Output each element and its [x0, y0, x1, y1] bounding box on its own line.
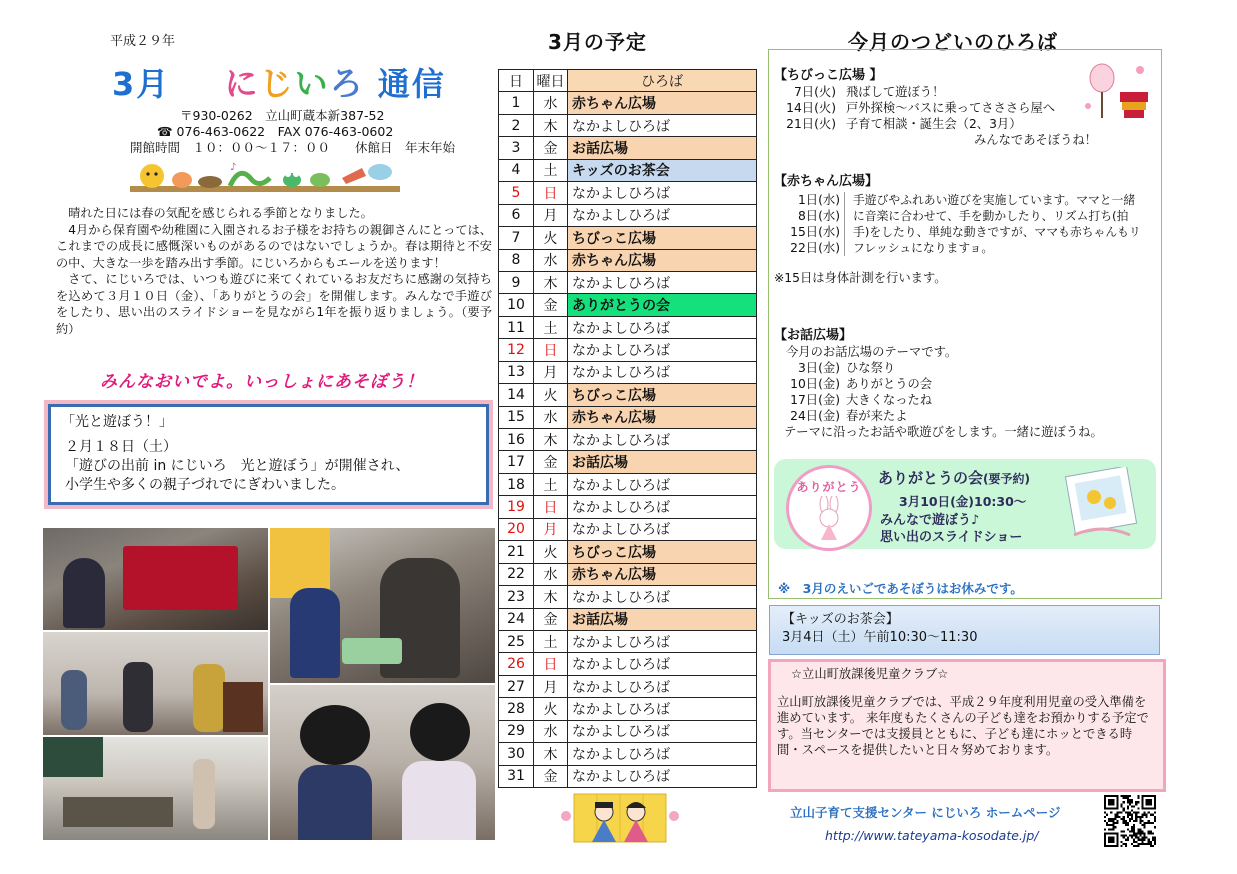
schedule-event: ちびっこ広場 [568, 384, 757, 406]
kids-tea-box [769, 605, 1160, 655]
schedule-weekday: 日 [534, 653, 568, 675]
ohanashi-item [774, 392, 1154, 408]
intro-paragraph-2: 4月から保育園や幼稚園に入園されるお子様をお持ちの親御さんにとっては、これまでの成長に感慨深いものがあるのではないでしょうか。春は期待と不安の中、大きな一歩を踏み出す季節。にじいろからもエールを送ります！ [56, 222, 492, 270]
akachan-heading: 【赤ちゃん広場】 [774, 174, 879, 189]
schedule-row [499, 384, 757, 406]
kids-tea-date: 3月4日（土）午前10:30～11:30 [782, 630, 978, 645]
ohanashi-text: 春が来たよ [846, 409, 908, 423]
intro-text [56, 205, 492, 337]
rabbit-icon [813, 496, 845, 542]
schedule-row [499, 451, 757, 473]
schedule-row [499, 675, 757, 697]
schedule-row [499, 137, 757, 159]
schedule-event: なかよしひろば [568, 361, 757, 383]
arigatou-line-1: みんなで遊ぼう♪ [880, 513, 980, 528]
schedule-event: なかよしひろば [568, 316, 757, 338]
schedule-event: お話広場 [568, 451, 757, 473]
schedule-weekday: 金 [534, 608, 568, 630]
chibikko-item [774, 116, 1154, 132]
opening-hours: 開館時間 １０：００～１７：００ 休館日 年末年始 [130, 140, 456, 155]
hikari-line-1: 「遊びの出前 in にじいろ 光と遊ぼう」が開催され、 [65, 458, 410, 474]
title-letter: に [224, 64, 260, 103]
arigatou-reserve: (要予約) [983, 472, 1030, 486]
arigatou-badge [786, 465, 872, 551]
header-weekday: 曜日 [534, 70, 568, 92]
title-month: 3月 [112, 65, 171, 103]
ohanashi-text: ありがとうの会 [846, 377, 933, 391]
schedule-row [499, 473, 757, 495]
schedule-row [499, 249, 757, 271]
ohanashi-date: 24日(金) [790, 409, 840, 423]
ohanashi-item [774, 376, 1154, 392]
schedule-weekday: 火 [534, 698, 568, 720]
newsletter-title [112, 58, 446, 105]
schedule-weekday: 金 [534, 451, 568, 473]
schedule-day: 20 [499, 518, 534, 540]
title-letter: ろ [329, 64, 365, 103]
schedule-weekday: 金 [534, 137, 568, 159]
schedule-day: 30 [499, 743, 534, 765]
kids-tea-heading: 【キッズのお茶会】 [782, 612, 899, 627]
schedule-row [499, 630, 757, 652]
schedule-event: なかよしひろば [568, 271, 757, 293]
schedule-weekday: 水 [534, 249, 568, 271]
akachan-date: 15日(水) [790, 225, 840, 239]
schedule-weekday: 月 [534, 361, 568, 383]
akachan-note: ※15日は身体計測を行います。 [774, 271, 947, 285]
schedule-day: 10 [499, 294, 534, 316]
schedule-day: 7 [499, 227, 534, 249]
schedule-row [499, 204, 757, 226]
schedule-row [499, 92, 757, 114]
akachan-date: 1日(水) [797, 193, 840, 207]
schedule-day: 13 [499, 361, 534, 383]
schedule-day: 6 [499, 204, 534, 226]
ohanashi-closing: テーマに沿ったお話や歌遊びをします。一緒に遊ぼうね。 [784, 425, 1103, 439]
schedule-day: 1 [499, 92, 534, 114]
schedule-weekday: 水 [534, 92, 568, 114]
schedule-weekday: 金 [534, 765, 568, 787]
ohanashi-item [774, 408, 1154, 424]
schedule-weekday: 土 [534, 473, 568, 495]
schedule-event: なかよしひろば [568, 496, 757, 518]
schedule-event: なかよしひろば [568, 743, 757, 765]
schedule-row [499, 361, 757, 383]
schedule-weekday: 木 [534, 114, 568, 136]
ohanashi-date: 3日(金) [797, 361, 840, 375]
schedule-event: なかよしひろば [568, 429, 757, 451]
schedule-event: なかよしひろば [568, 653, 757, 675]
address-block [100, 108, 480, 156]
schedule-event: ありがとうの会 [568, 294, 757, 316]
arigatou-line-2: 思い出のスライドショー [880, 530, 1023, 545]
schedule-weekday: 水 [534, 720, 568, 742]
hikari-event-box [48, 404, 489, 505]
schedule-day: 29 [499, 720, 534, 742]
schedule-weekday: 水 [534, 563, 568, 585]
schedule-weekday: 日 [534, 182, 568, 204]
homepage-label: 立山子育て支援センター にじいろ ホームページ [790, 805, 1061, 820]
ohanashi-item [774, 360, 1154, 376]
schedule-day: 21 [499, 541, 534, 563]
schedule-row [499, 541, 757, 563]
schedule-row [499, 743, 757, 765]
schedule-event: なかよしひろば [568, 339, 757, 361]
ohanashi-text: ひな祭り [846, 361, 896, 375]
akachan-section [774, 174, 1154, 286]
schedule-weekday: 木 [534, 586, 568, 608]
club-heading: ☆立山町放課後児童クラブ☆ [791, 667, 949, 681]
chibikko-item [774, 84, 1154, 100]
hiroba-title: 今月のつどいのひろば [848, 30, 1058, 54]
schedule-day: 27 [499, 675, 534, 697]
schedule-weekday: 月 [534, 204, 568, 226]
schedule-event: なかよしひろば [568, 698, 757, 720]
postal-address: 〒930-0262 立山町蔵本新387-52 [180, 108, 385, 123]
arigatou-event-banner [774, 459, 1156, 549]
schedule-weekday: 水 [534, 406, 568, 428]
schedule-row [499, 182, 757, 204]
chibikko-closing: みんなであそぼうね！ [974, 133, 1097, 147]
schedule-day: 25 [499, 630, 534, 652]
chibikko-date: 7日(火) [793, 85, 836, 99]
schedule-weekday: 日 [534, 339, 568, 361]
chibikko-heading: 【ちびっこ広場 】 [774, 68, 883, 83]
schedule-event: なかよしひろば [568, 765, 757, 787]
schedule-title: 3月の予定 [548, 30, 647, 54]
after-school-club-box [768, 659, 1166, 792]
schedule-day: 28 [499, 698, 534, 720]
schedule-event: なかよしひろば [568, 473, 757, 495]
schedule-event: 赤ちゃん広場 [568, 92, 757, 114]
schedule-weekday: 土 [534, 630, 568, 652]
ohanashi-date: 17日(金) [790, 393, 840, 407]
schedule-row [499, 316, 757, 338]
schedule-event: なかよしひろば [568, 586, 757, 608]
era-label: 平成２９年 [110, 34, 176, 49]
schedule-event: なかよしひろば [568, 720, 757, 742]
photo-frame-icon [1064, 467, 1140, 541]
schedule-day: 14 [499, 384, 534, 406]
title-letter: じ [259, 64, 295, 103]
hina-dolls-illustration [560, 786, 680, 846]
chibikko-text: 子育て相談・誕生会（2、3月） [846, 117, 1022, 131]
schedule-event: キッズのお茶会 [568, 159, 757, 181]
schedule-event: なかよしひろば [568, 182, 757, 204]
title-nijiiro [225, 65, 365, 103]
schedule-day: 5 [499, 182, 534, 204]
schedule-weekday: 火 [534, 227, 568, 249]
schedule-weekday: 月 [534, 675, 568, 697]
slogan: みんなおいでよ。いっしょにあそぼう！ [100, 372, 424, 392]
ohanashi-date: 10日(金) [790, 377, 840, 391]
schedule-weekday: 木 [534, 271, 568, 293]
schedule-event: お話広場 [568, 608, 757, 630]
schedule-row [499, 339, 757, 361]
schedule-row [499, 765, 757, 787]
schedule-row [499, 496, 757, 518]
chibikko-text: 飛ばして遊ぼう！ [846, 85, 945, 99]
schedule-day: 11 [499, 316, 534, 338]
photo-red-box [43, 528, 268, 630]
schedule-day: 31 [499, 765, 534, 787]
header-day: 日 [499, 70, 534, 92]
event-photo-collage [43, 528, 495, 840]
schedule-header-row [499, 70, 757, 92]
akachan-description: 手遊びやふれあい遊びを実施しています。ママと一緒に音楽に合わせて、手を動かしたり、リズム打ち(拍手)をしたり、単純な動きですが、ママも赤ちゃんもリフレッシュになりますョ。 [844, 192, 1143, 256]
chibikko-text: 戸外探検～バスに乗ってさささら屋へ [846, 101, 1056, 115]
schedule-row [499, 608, 757, 630]
schedule-row [499, 114, 757, 136]
schedule-table [498, 69, 757, 788]
hikari-line-2: 小学生や多くの親子づれでにぎわいました。 [65, 477, 345, 493]
akachan-dates [774, 192, 840, 256]
schedule-day: 23 [499, 586, 534, 608]
schedule-event: なかよしひろば [568, 675, 757, 697]
chibikko-item [774, 100, 1154, 116]
arigatou-badge-text: ありがとう [796, 480, 862, 494]
schedule-event: ちびっこ広場 [568, 227, 757, 249]
arigatou-date: 3月10日(金)10:30～ [899, 494, 1027, 509]
schedule-day: 16 [499, 429, 534, 451]
chibikko-section [774, 68, 1154, 148]
phone-line: ☎ 076-463-0622 FAX 076-463-0602 [157, 124, 394, 139]
schedule-day: 22 [499, 563, 534, 585]
schedule-event: なかよしひろば [568, 114, 757, 136]
schedule-row [499, 406, 757, 428]
ohanashi-intro: 今月のお話広場のテーマです。 [786, 345, 958, 359]
schedule-day: 24 [499, 608, 534, 630]
schedule-event: なかよしひろば [568, 204, 757, 226]
phone-icon: ☎ [157, 124, 177, 139]
schedule-row [499, 698, 757, 720]
schedule-weekday: 土 [534, 316, 568, 338]
schedule-row [499, 653, 757, 675]
schedule-event: なかよしひろば [568, 518, 757, 540]
schedule-day: 17 [499, 451, 534, 473]
photo-cat-masks [270, 685, 495, 840]
schedule-body [499, 92, 757, 788]
schedule-row [499, 429, 757, 451]
ohanashi-section [774, 328, 1154, 440]
schedule-event: 赤ちゃん広場 [568, 249, 757, 271]
schedule-day: 3 [499, 137, 534, 159]
hikari-date: ２月１８日（土） [65, 439, 177, 455]
ohanashi-heading: 【お話広場】 [774, 328, 853, 343]
ohanashi-list [774, 360, 1154, 424]
photo-classroom [43, 737, 268, 840]
photo-lights-activity [270, 528, 495, 683]
akachan-date: 8日(水) [797, 209, 840, 223]
schedule-weekday: 火 [534, 541, 568, 563]
schedule-day: 18 [499, 473, 534, 495]
hikari-title: 「光と遊ぼう！」 [61, 414, 173, 430]
schedule-row [499, 720, 757, 742]
chibikko-date: 14日(火) [786, 101, 836, 115]
schedule-weekday: 木 [534, 429, 568, 451]
schedule-day: 2 [499, 114, 534, 136]
schedule-day: 9 [499, 271, 534, 293]
schedule-day: 4 [499, 159, 534, 181]
schedule-row [499, 518, 757, 540]
qr-code-icon[interactable] [1104, 795, 1156, 847]
schedule-day: 12 [499, 339, 534, 361]
schedule-weekday: 金 [534, 294, 568, 316]
intro-paragraph-3: さて、にじいろでは、いつも遊びに来てくれているお友だちに感謝の気持ちを込めて３月１０日（金）、「ありがとうの会」を開催します。みんなで手遊びをしたり、思い出のスライドショーを見ながら1年を振り返りましょう。（要予約） [56, 272, 492, 336]
schedule-event: なかよしひろば [568, 630, 757, 652]
homepage-url[interactable]: http://www.tateyama-kosodate.jp/ [825, 828, 1039, 843]
arigatou-title-line [878, 467, 1030, 488]
animal-illustration [130, 158, 400, 192]
title-letter: い [294, 64, 330, 103]
schedule-row [499, 227, 757, 249]
schedule-day: 19 [499, 496, 534, 518]
schedule-event: 赤ちゃん広場 [568, 563, 757, 585]
schedule-row [499, 563, 757, 585]
schedule-day: 15 [499, 406, 534, 428]
schedule-day: 26 [499, 653, 534, 675]
ohanashi-text: 大きくなったね [846, 393, 933, 407]
schedule-weekday: 木 [534, 743, 568, 765]
schedule-row [499, 586, 757, 608]
photo-dancing-children [43, 632, 268, 735]
schedule-event: ちびっこ広場 [568, 541, 757, 563]
schedule-row [499, 294, 757, 316]
chibikko-list [774, 84, 1154, 132]
chibikko-date: 21日(火) [786, 117, 836, 131]
arigatou-title: ありがとうの会 [878, 469, 984, 487]
svg-text:♪: ♪ [230, 162, 237, 173]
club-text: 立山町放課後児童クラブでは、平成２９年度利用児童の受入準備を進めています。 来年度もたくさんの子ども達をお預かりする予定です。当センターでは支援員とともに、子ども達にホッとできる時間・スペースを提供したいと日々努めております。 [777, 695, 1149, 757]
schedule-weekday: 月 [534, 518, 568, 540]
schedule-event: お話広場 [568, 137, 757, 159]
title-tsushin: 通信 [377, 65, 446, 103]
schedule-weekday: 日 [534, 496, 568, 518]
schedule-weekday: 火 [534, 384, 568, 406]
header-hiroba: ひろば [568, 70, 757, 92]
schedule-row [499, 271, 757, 293]
schedule-event: 赤ちゃん広場 [568, 406, 757, 428]
schedule-row [499, 159, 757, 181]
intro-paragraph-1: 晴れた日には春の気配を感じられる季節となりました。 [68, 206, 373, 220]
schedule-weekday: 土 [534, 159, 568, 181]
schedule-day: 8 [499, 249, 534, 271]
egoe-note: ※ 3月のえいごであそぼうはお休みです。 [778, 581, 1023, 596]
akachan-date: 22日(水) [790, 241, 840, 255]
